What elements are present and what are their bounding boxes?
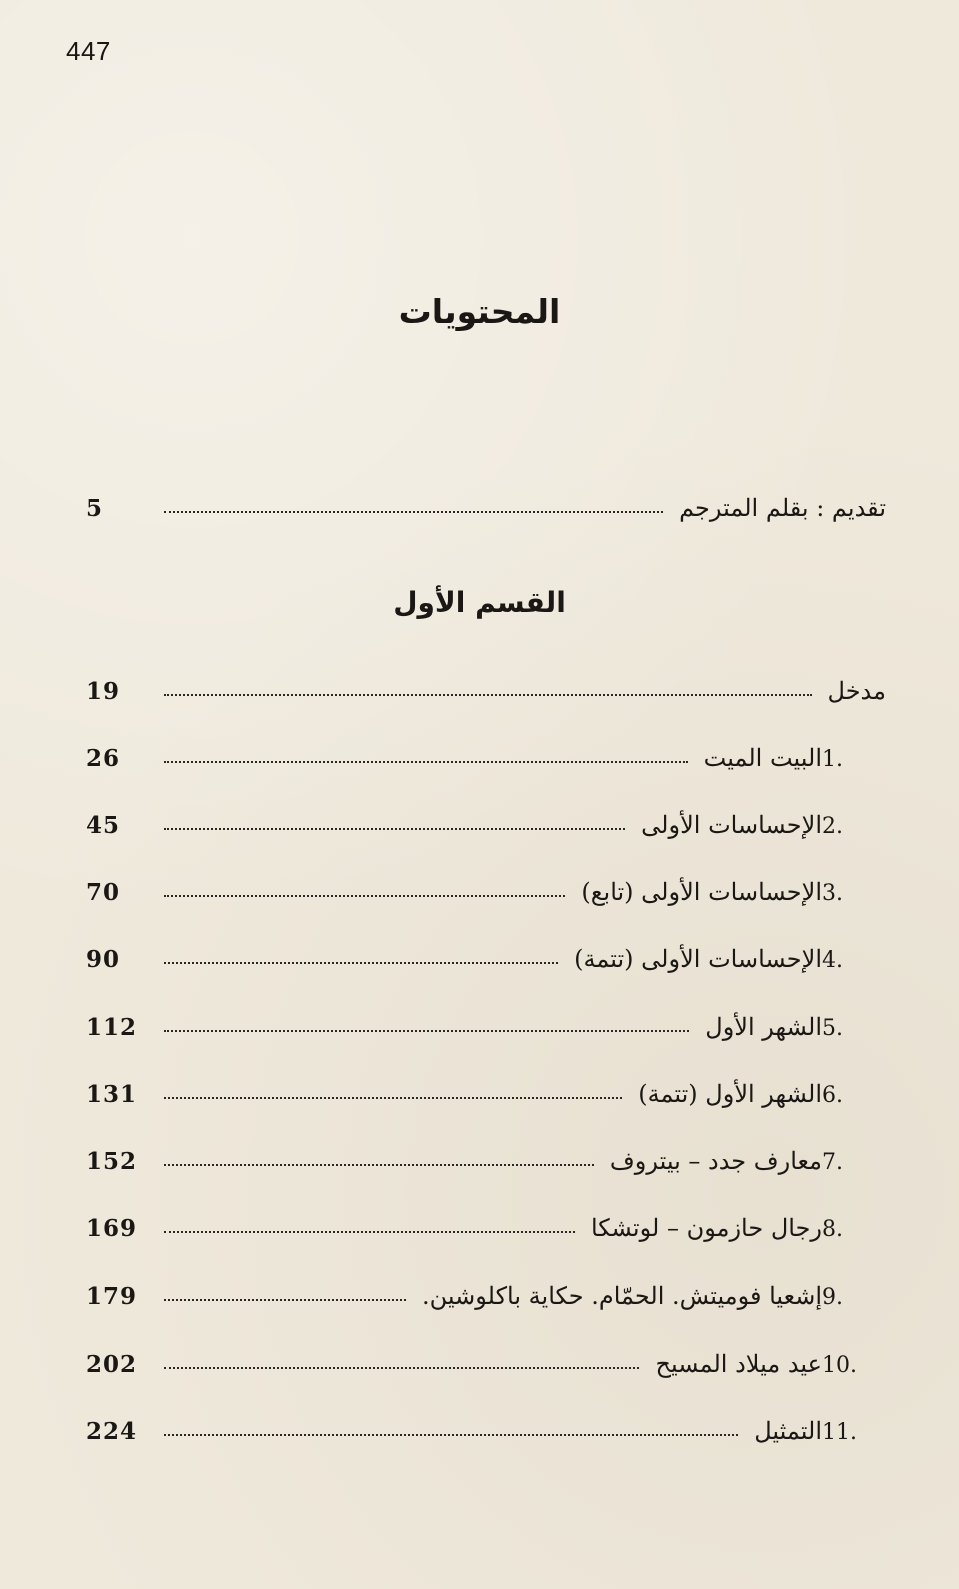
toc-entry-title: البيت الميت xyxy=(703,744,822,772)
toc-page-ref: 179 xyxy=(86,1283,138,1310)
toc-page-ref: 90 xyxy=(86,946,121,973)
dot-leader xyxy=(164,761,688,763)
toc-page-ref: 169 xyxy=(86,1215,138,1242)
dot-leader xyxy=(164,694,812,696)
toc-page-ref: 5 xyxy=(86,495,104,522)
toc-page-ref: 224 xyxy=(86,1418,138,1445)
dot-leader xyxy=(164,895,565,897)
toc-page-ref: 19 xyxy=(86,678,121,705)
toc-row xyxy=(86,1064,886,1108)
toc-row xyxy=(86,997,886,1041)
toc-entry-number: 6. xyxy=(822,1083,843,1108)
toc-row xyxy=(86,728,886,772)
toc-entry-title: التمثيل xyxy=(754,1417,822,1445)
toc-entry-number: 2. xyxy=(822,814,843,839)
section-title: القسم الأول xyxy=(393,586,566,619)
toc-page-ref: 70 xyxy=(86,879,121,906)
dot-leader xyxy=(164,828,625,830)
toc-entry-title: مدخل xyxy=(827,677,886,705)
toc-entry-title: الإحساسات الأولى (تابع) xyxy=(581,878,822,906)
dot-leader xyxy=(164,1299,406,1301)
toc-page-ref: 152 xyxy=(86,1148,138,1175)
toc-row xyxy=(86,1198,886,1242)
dot-leader xyxy=(164,1164,594,1166)
toc-entry-title: رجال حازمون – لوتشكا xyxy=(590,1214,822,1242)
toc-entry-title: معارف جدد – بيتروف xyxy=(609,1147,822,1175)
toc-row-preface xyxy=(86,478,886,522)
toc-entry-title: الشهر الأول xyxy=(705,1013,822,1041)
toc-entry-title: عيد ميلاد المسيح xyxy=(655,1350,822,1378)
toc-row xyxy=(86,795,886,839)
toc-page-ref: 45 xyxy=(86,812,121,839)
toc-entry-title: الإحساسات الأولى (تتمة) xyxy=(574,945,822,973)
toc-row xyxy=(86,1131,886,1175)
toc-page-ref: 26 xyxy=(86,745,121,772)
toc-entry-title: تقديم : بقلم المترجم xyxy=(679,494,886,522)
toc-entry-number: 7. xyxy=(822,1150,843,1175)
toc-entry-number: 3. xyxy=(822,881,843,906)
toc-row xyxy=(86,862,886,906)
toc-row xyxy=(86,1401,886,1445)
dot-leader xyxy=(164,1030,689,1032)
toc-entry-number: 9. xyxy=(822,1285,843,1310)
toc-page-ref: 202 xyxy=(86,1351,138,1378)
dot-leader xyxy=(164,1434,738,1436)
toc-row xyxy=(86,929,886,973)
toc-entry-number: 4. xyxy=(822,948,843,973)
toc-entry-number: 5. xyxy=(822,1016,843,1041)
contents-title: المحتويات xyxy=(398,292,561,331)
toc-page-ref: 112 xyxy=(86,1014,138,1041)
toc-row xyxy=(86,661,886,705)
toc-entry-number: 11. xyxy=(822,1420,857,1445)
page-number: 447 xyxy=(66,36,111,66)
toc-entry-title: إشعيا فوميتش. الحمّام. حكاية باكلوشين. xyxy=(422,1282,822,1310)
toc-row xyxy=(86,1334,886,1378)
toc-entry-title: الإحساسات الأولى xyxy=(641,811,822,839)
toc-page-ref: 131 xyxy=(86,1081,138,1108)
dot-leader xyxy=(164,1367,639,1369)
toc-entry-number: 8. xyxy=(822,1217,843,1242)
toc-row xyxy=(86,1266,886,1310)
toc-entry-number: 1. xyxy=(822,747,843,772)
dot-leader xyxy=(164,511,663,513)
toc-entry-number: 10. xyxy=(822,1353,857,1378)
toc-entry-title: الشهر الأول (تتمة) xyxy=(638,1080,822,1108)
dot-leader xyxy=(164,1097,622,1099)
dot-leader xyxy=(164,1231,575,1233)
dot-leader xyxy=(164,962,558,964)
